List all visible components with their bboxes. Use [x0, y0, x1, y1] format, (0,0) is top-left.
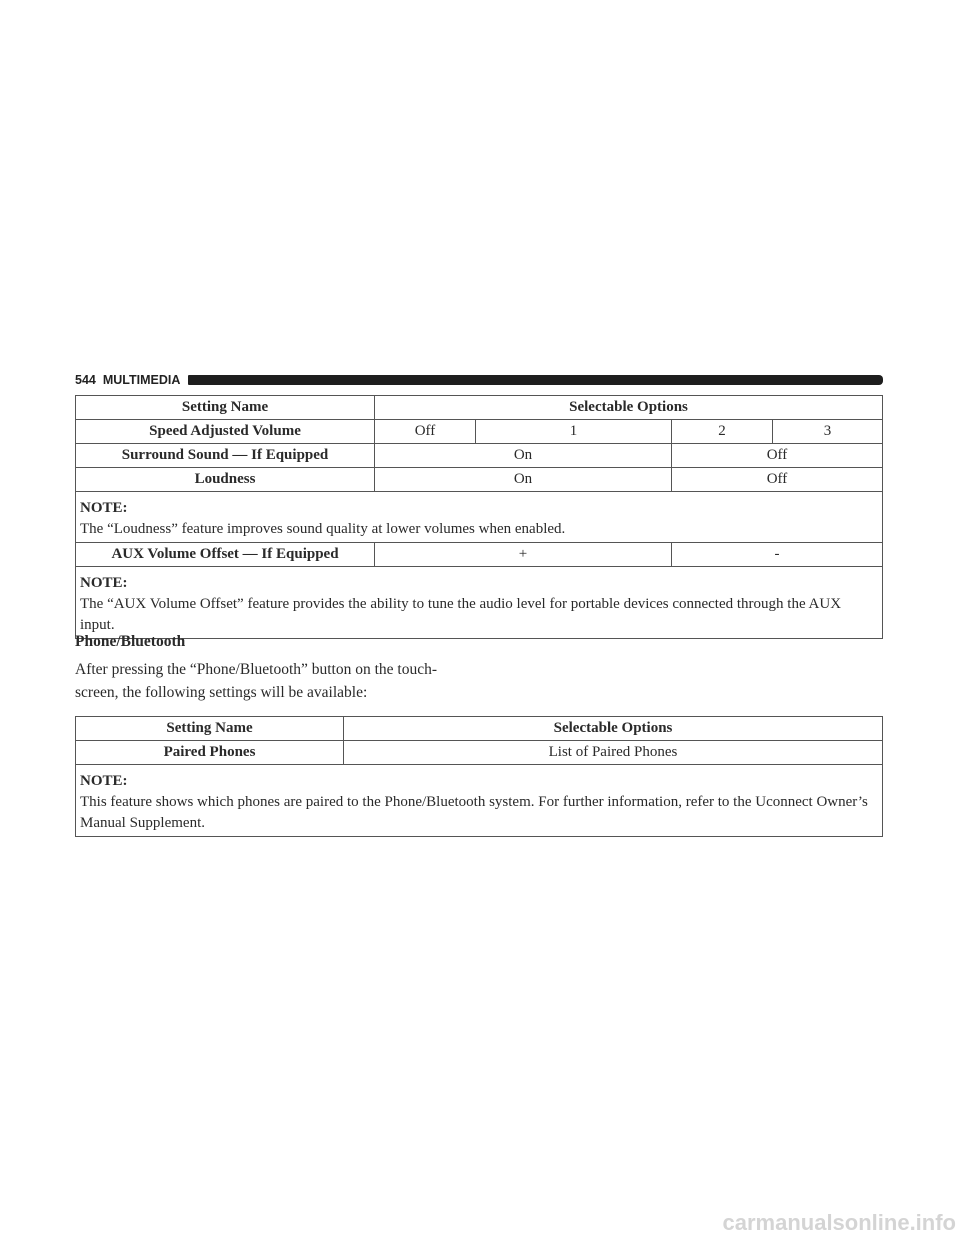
table-header-row	[76, 396, 883, 420]
option-cell: -	[672, 543, 883, 567]
section-heading: Phone/Bluetooth	[75, 633, 186, 650]
column-header: Selectable Options	[375, 396, 883, 420]
note-cell	[76, 765, 883, 837]
note-text: The “AUX Volume Offset” feature provides the ability to tune the audio level for portable devices connected through the AUX input.	[80, 596, 842, 633]
option-cell: Off	[672, 468, 883, 492]
note-row	[76, 567, 883, 639]
section-title: MULTIMEDIA	[102, 373, 181, 387]
option-cell: +	[375, 543, 672, 567]
table-row	[76, 741, 883, 765]
option-cell: 3	[773, 420, 883, 444]
column-header: Setting Name	[76, 396, 375, 420]
note-cell	[76, 567, 883, 639]
table-row	[76, 420, 883, 444]
option-cell: On	[375, 444, 672, 468]
watermark: carmanualsonline.info	[722, 1210, 956, 1235]
phone-settings-table	[75, 716, 883, 837]
setting-name: Speed Adjusted Volume	[76, 420, 375, 444]
page-number: 544	[75, 373, 96, 387]
page-number-section	[75, 373, 180, 387]
note-label: NOTE:	[80, 500, 128, 516]
option-cell: List of Paired Phones	[344, 741, 883, 765]
option-cell: Off	[672, 444, 883, 468]
audio-settings-table	[75, 395, 883, 639]
note-row	[76, 492, 883, 543]
intro-paragraph	[75, 658, 495, 704]
header-bar	[188, 375, 883, 385]
option-cell: On	[375, 468, 672, 492]
note-text: The “Loudness” feature improves sound quality at lower volumes when enabled.	[80, 521, 566, 537]
setting-name: Surround Sound — If Equipped	[76, 444, 375, 468]
table-header-row	[76, 717, 883, 741]
setting-name: Paired Phones	[76, 741, 344, 765]
setting-name: Loudness	[76, 468, 375, 492]
table-row	[76, 468, 883, 492]
option-cell: Off	[375, 420, 476, 444]
table-row	[76, 444, 883, 468]
note-text: This feature shows which phones are paired to the Phone/Bluetooth system. For further information, refer to the Uconnect Owner’s Manual Supplement.	[80, 794, 868, 831]
table-row	[76, 543, 883, 567]
setting-name: AUX Volume Offset — If Equipped	[76, 543, 375, 567]
column-header: Selectable Options	[344, 717, 883, 741]
note-row	[76, 765, 883, 837]
paragraph-line: After pressing the “Phone/Bluetooth” button on the touch-	[75, 661, 438, 678]
column-header: Setting Name	[76, 717, 344, 741]
note-cell	[76, 492, 883, 543]
page-header	[75, 372, 883, 388]
option-cell: 2	[672, 420, 773, 444]
note-label: NOTE:	[80, 773, 128, 789]
paragraph-line: screen, the following settings will be available:	[75, 684, 368, 701]
note-label: NOTE:	[80, 575, 128, 591]
option-cell: 1	[476, 420, 672, 444]
